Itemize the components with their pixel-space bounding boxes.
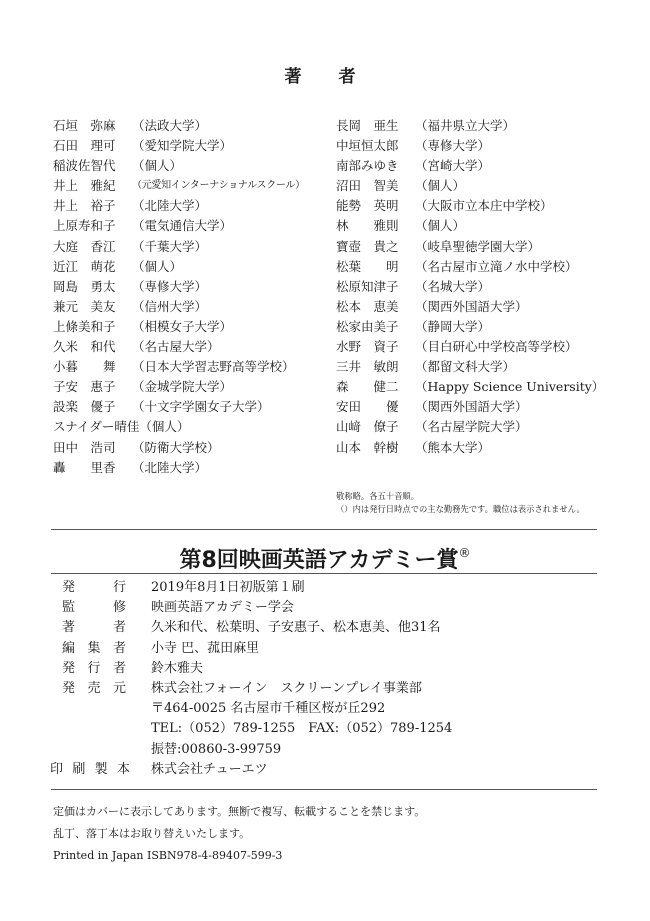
- book-title-text: 第8回映画英語アカデミー賞: [179, 548, 459, 573]
- author-row: [53, 297, 305, 317]
- colophon-label: 監 修: [62, 600, 126, 616]
- colophon-value: 久米和代、松葉明、子安惠子、松本恵美、他31名: [151, 620, 441, 636]
- author-affiliation: （個人）: [415, 218, 466, 234]
- author-name: 林 雅則: [336, 218, 399, 234]
- colophon-label: 発売元: [62, 680, 126, 696]
- author-row: [336, 116, 604, 136]
- author-affiliation: （金城学院大学）: [132, 379, 233, 395]
- author-name: 三井 敏朗: [336, 359, 399, 375]
- author-row: [336, 257, 604, 277]
- author-name: 石田 理可: [53, 138, 116, 154]
- author-row: [336, 156, 604, 176]
- colophon: [50, 578, 453, 780]
- footer-line: 乱丁、落丁本はお取り替えいたします。: [53, 827, 251, 840]
- author-row: [336, 357, 604, 377]
- note-line: 敬称略。各五十音順。: [336, 491, 419, 501]
- divider: [51, 573, 597, 574]
- footer: [53, 801, 425, 867]
- author-row: [336, 297, 604, 317]
- author-notes: [336, 490, 585, 516]
- authors-left-column: [53, 116, 305, 478]
- author-affiliation: （名古屋大学）: [132, 339, 220, 355]
- colophon-row: [50, 760, 452, 780]
- author-name: 上條美和子: [53, 318, 116, 334]
- author-name: 安田 優: [336, 399, 399, 415]
- author-affiliation: （宮崎大学）: [415, 158, 491, 174]
- author-affiliation: （名古屋学院大学）: [415, 419, 528, 435]
- colophon-label: 発 行: [62, 580, 126, 595]
- author-row: [53, 136, 305, 156]
- author-name: 小暮 舞: [53, 359, 116, 375]
- author-row: [336, 377, 604, 397]
- author-affiliation: （関西外国語大学）: [415, 298, 528, 314]
- colophon-row: [62, 639, 452, 659]
- divider: [51, 789, 597, 790]
- author-row: [336, 438, 604, 458]
- author-affiliation: （個人）: [132, 258, 183, 274]
- author-row: [53, 277, 305, 297]
- author-name: 松本 恵美: [336, 298, 399, 314]
- author-affiliation: （個人）: [415, 178, 466, 194]
- colophon-row: [62, 740, 452, 760]
- colophon-row: [62, 598, 452, 618]
- author-row: [53, 216, 305, 236]
- book-title: [0, 536, 650, 578]
- authors-right-column: [336, 116, 604, 458]
- note-line: （）内は発行日時点での主な勤務先です。職位は表示されません。: [336, 504, 585, 514]
- author-name: 大庭 香江: [53, 238, 116, 254]
- author-affiliation: （名城大学）: [415, 278, 491, 294]
- author-row: [53, 337, 305, 357]
- author-name: 石垣 弥麻: [53, 118, 116, 133]
- author-name: 松葉 明: [336, 258, 399, 274]
- registered-mark: ®: [458, 546, 471, 560]
- author-affiliation: （愛知学院大学）: [132, 138, 233, 154]
- author-name: 南部みゆき: [336, 158, 399, 174]
- author-row: [53, 116, 305, 136]
- author-row: [336, 417, 604, 437]
- author-affiliation: （電気通信大学）: [132, 218, 233, 234]
- author-row: [336, 397, 604, 417]
- colophon-row: [62, 659, 452, 679]
- author-row: [53, 317, 305, 337]
- author-name: 上原寿和子: [53, 218, 116, 234]
- author-row: [336, 317, 604, 337]
- author-affiliation: （Happy Science University）: [415, 379, 605, 395]
- divider: [51, 529, 597, 530]
- author-row: [336, 337, 604, 357]
- author-affiliation: （福井県立大学）: [415, 118, 516, 133]
- author-name: 稲波佐智代: [53, 158, 116, 174]
- author-name: 山﨑 僚子: [336, 419, 399, 435]
- colophon-label: 印刷製本: [50, 761, 130, 777]
- author-name: 井上 裕子: [53, 198, 116, 214]
- footer-line: 定価はカバーに表示してあります。無断で複写、転載することを禁じます。: [53, 805, 426, 818]
- colophon-row: [62, 618, 452, 638]
- author-affiliation: （千葉大学）: [132, 238, 208, 254]
- author-affiliation: （十文字学園女子大学）: [132, 399, 270, 415]
- author-name: 設楽 優子: [53, 399, 116, 415]
- author-affiliation: （防衛大学校）: [132, 439, 220, 455]
- author-affiliation: （個人）: [132, 158, 183, 174]
- author-affiliation: （個人）: [139, 419, 190, 435]
- colophon-value: 2019年8月1日初版第１刷: [151, 580, 305, 595]
- author-affiliation: （名古屋市立滝ノ水中学校）: [415, 258, 578, 274]
- author-name: 沼田 智美: [336, 178, 399, 194]
- author-name: 森 健二: [336, 379, 399, 395]
- author-name: 兼元 美友: [53, 298, 116, 314]
- author-row: [53, 397, 305, 417]
- author-name: 水野 資子: [336, 339, 399, 355]
- colophon-value: TEL:（052）789-1255 FAX:（052）789-1254: [151, 721, 453, 737]
- author-row: [53, 377, 305, 397]
- colophon-value: 鈴木雅夫: [151, 660, 204, 676]
- author-affiliation: （日本大学習志野高等学校）: [132, 359, 295, 375]
- author-name: 岡島 勇太: [53, 278, 116, 294]
- author-affiliation: （岐阜聖徳学園大学）: [415, 238, 541, 254]
- author-affiliation: （静岡大学）: [415, 318, 491, 334]
- colophon-value: 映画英語アカデミー学会: [151, 600, 294, 616]
- author-name: 子安 惠子: [53, 379, 116, 395]
- colophon-value: 小寺 巴、菰田麻里: [151, 640, 260, 656]
- author-affiliation: （相模女子大学）: [132, 318, 233, 334]
- author-name: 寶壺 貴之: [336, 238, 399, 254]
- author-name: 長岡 亜生: [336, 118, 399, 133]
- author-affiliation: （専修大学）: [132, 278, 208, 294]
- author-affiliation: （目白研心中学校高等学校）: [415, 339, 578, 355]
- author-affiliation: （信州大学）: [132, 298, 208, 314]
- author-affiliation: （関西外国語大学）: [415, 399, 528, 415]
- colophon-label: 著 者: [62, 620, 126, 636]
- colophon-row: [62, 679, 452, 699]
- author-name: 近江 萌花: [53, 258, 116, 274]
- author-name: 能勢 英明: [336, 198, 399, 214]
- author-name: 松家由美子: [336, 318, 399, 334]
- author-name: 中垣恒太郎: [336, 138, 399, 154]
- colophon-row: [62, 719, 452, 739]
- author-name: 松原知津子: [336, 278, 399, 294]
- colophon-row: [62, 699, 452, 719]
- colophon-label: 編集者: [62, 640, 126, 656]
- author-name: 山本 幹樹: [336, 439, 399, 455]
- author-row: [336, 196, 604, 216]
- author-affiliation: （都留文科大学）: [415, 359, 516, 375]
- author-row: [53, 176, 305, 196]
- colophon-value: 〒464-0025 名古屋市千種区桜が丘292: [151, 701, 386, 717]
- author-row: [53, 156, 305, 176]
- author-name: 轟 里香: [53, 459, 116, 475]
- author-affiliation: （専修大学）: [415, 138, 491, 154]
- author-row: [53, 357, 305, 377]
- author-name: 久米 和代: [53, 339, 116, 355]
- author-row: [336, 237, 604, 257]
- author-affiliation: （元愛知インターナショナルスクール）: [132, 180, 305, 192]
- colophon-value: 株式会社フォーイン スクリーンプレイ事業部: [151, 680, 422, 696]
- author-affiliation: （法政大学）: [132, 118, 208, 133]
- author-row: [53, 458, 305, 478]
- author-name: スナイダー晴佳: [53, 419, 140, 435]
- colophon-row: [62, 578, 452, 598]
- author-name: 井上 雅紀: [53, 178, 116, 194]
- author-affiliation: （北陸大学）: [132, 198, 208, 214]
- author-affiliation: （熊本大学）: [415, 439, 491, 455]
- page-heading: 著 者: [284, 67, 366, 87]
- author-row: [336, 176, 604, 196]
- author-row: [53, 196, 305, 216]
- colophon-value: 振替:00860-3-99759: [151, 741, 282, 757]
- colophon-value: 株式会社チューエツ: [151, 761, 268, 777]
- author-affiliation: （北陸大学）: [132, 459, 208, 475]
- author-row: [336, 136, 604, 156]
- author-row: [336, 216, 604, 236]
- author-affiliation: （大阪市立本庄中学校）: [415, 198, 553, 214]
- author-row: [336, 277, 604, 297]
- footer-line: Printed in Japan ISBN978-4-89407-599-3: [53, 849, 283, 862]
- author-row: [53, 417, 305, 437]
- colophon-label: 発行者: [62, 660, 126, 676]
- author-row: [53, 257, 305, 277]
- author-row: [53, 237, 305, 257]
- author-name: 田中 浩司: [53, 439, 116, 455]
- author-row: [53, 438, 305, 458]
